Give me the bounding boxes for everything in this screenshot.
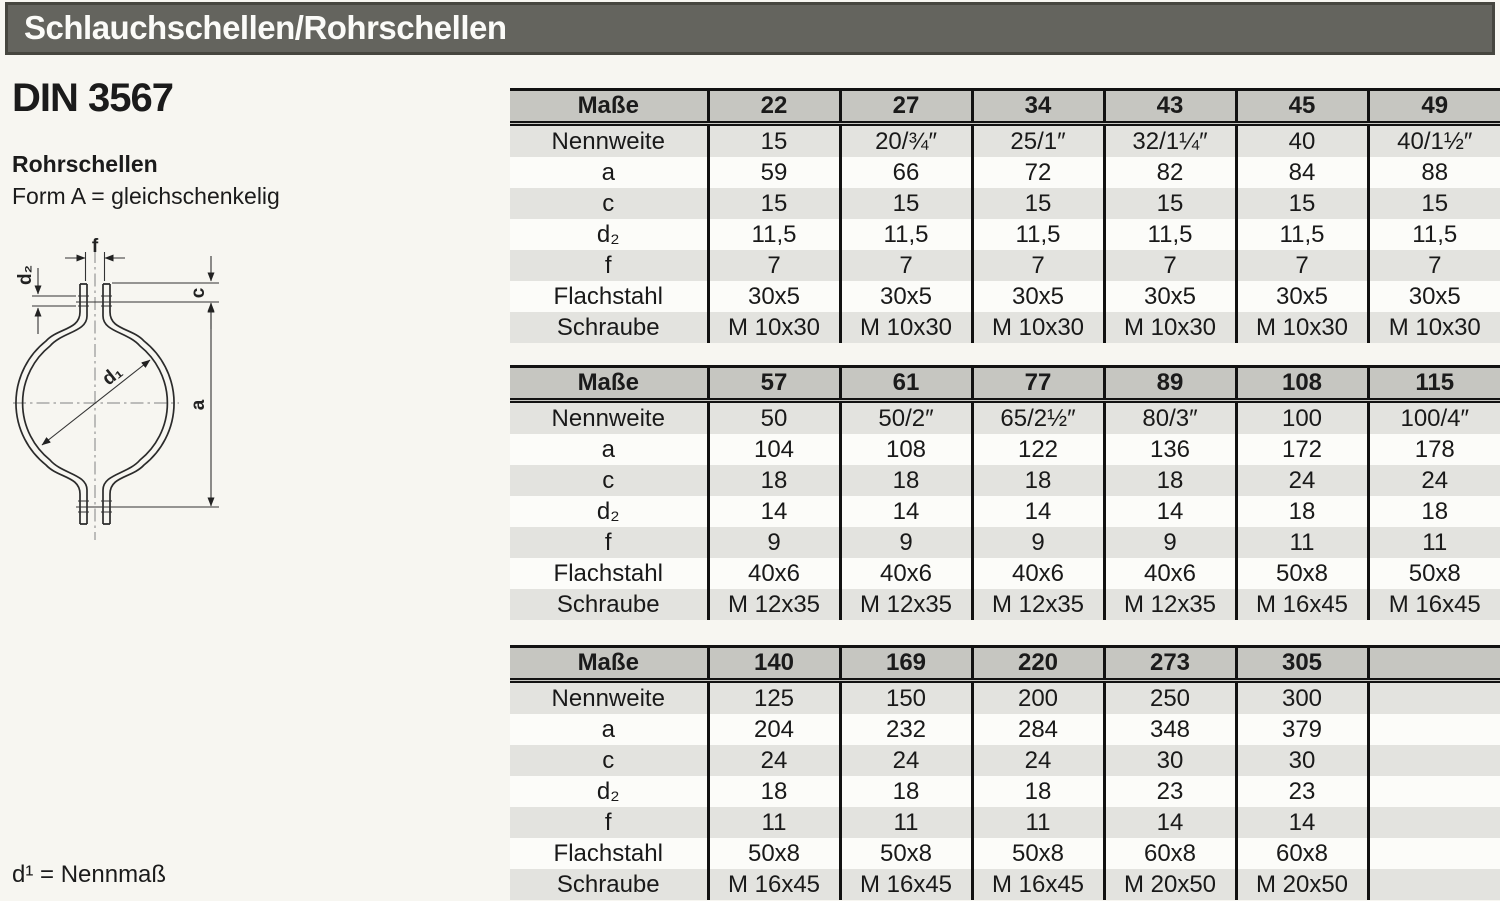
value-cell: 11,5 xyxy=(1236,219,1368,250)
value-cell: 30x5 xyxy=(972,281,1104,312)
value-cell: 18 xyxy=(1104,465,1236,496)
dimension-table-2-container xyxy=(510,365,1500,620)
table-row xyxy=(510,745,1500,776)
table-header-row xyxy=(510,367,1500,401)
value-cell: 14 xyxy=(1104,807,1236,838)
row-label: f xyxy=(510,527,708,558)
table-row xyxy=(510,465,1500,496)
value-cell: 104 xyxy=(708,434,840,465)
size-column-header: 273 xyxy=(1104,647,1236,681)
value-cell: 30x5 xyxy=(1104,281,1236,312)
value-cell: 150 xyxy=(840,681,972,715)
table-row xyxy=(510,558,1500,589)
value-cell: 11 xyxy=(1236,527,1368,558)
pipe-clamp-technical-drawing xyxy=(3,237,235,549)
value-cell: 100 xyxy=(1236,401,1368,435)
dimension-table xyxy=(510,88,1500,343)
label-d1: d₁ xyxy=(98,361,127,390)
label-a: a xyxy=(188,399,209,411)
value-cell xyxy=(1368,776,1500,807)
value-cell xyxy=(1368,745,1500,776)
value-cell: 14 xyxy=(708,496,840,527)
value-cell: M 10x30 xyxy=(708,312,840,343)
value-cell: 18 xyxy=(1236,496,1368,527)
value-cell: 25/1″ xyxy=(972,124,1104,158)
value-cell: 88 xyxy=(1368,157,1500,188)
table-row xyxy=(510,496,1500,527)
value-cell xyxy=(1368,807,1500,838)
value-cell: 24 xyxy=(1236,465,1368,496)
value-cell: 7 xyxy=(840,250,972,281)
value-cell: 30x5 xyxy=(840,281,972,312)
value-cell: 40x6 xyxy=(840,558,972,589)
value-cell: 11 xyxy=(972,807,1104,838)
label-d2: d₂ xyxy=(15,264,36,286)
size-column-header: 45 xyxy=(1236,90,1368,124)
value-cell: 50x8 xyxy=(708,838,840,869)
value-cell: 18 xyxy=(840,776,972,807)
table-row xyxy=(510,681,1500,715)
row-label: d₂ xyxy=(510,496,708,527)
value-cell: 30x5 xyxy=(708,281,840,312)
value-cell: 11,5 xyxy=(972,219,1104,250)
value-cell: 172 xyxy=(1236,434,1368,465)
row-label: Nennweite xyxy=(510,124,708,158)
row-label: Nennweite xyxy=(510,401,708,435)
value-cell: M 12x35 xyxy=(840,589,972,620)
value-cell xyxy=(1368,714,1500,745)
value-cell: 9 xyxy=(972,527,1104,558)
value-cell: 40x6 xyxy=(708,558,840,589)
value-cell: 11 xyxy=(1368,527,1500,558)
value-cell: 60x8 xyxy=(1104,838,1236,869)
value-cell: 50x8 xyxy=(1368,558,1500,589)
size-column-header: 220 xyxy=(972,647,1104,681)
table-row xyxy=(510,527,1500,558)
size-column-header: 108 xyxy=(1236,367,1368,401)
value-cell: 379 xyxy=(1236,714,1368,745)
value-cell: 11,5 xyxy=(708,219,840,250)
size-column-header xyxy=(1368,647,1500,681)
value-cell: M 12x35 xyxy=(972,589,1104,620)
value-cell: M 16x45 xyxy=(1368,589,1500,620)
value-cell: 24 xyxy=(1368,465,1500,496)
value-cell: 122 xyxy=(972,434,1104,465)
value-cell: 18 xyxy=(708,465,840,496)
value-cell: 108 xyxy=(840,434,972,465)
size-column-header: 169 xyxy=(840,647,972,681)
label-f: f xyxy=(91,237,99,257)
table-row xyxy=(510,434,1500,465)
value-cell: 30x5 xyxy=(1236,281,1368,312)
value-cell: 65/2½″ xyxy=(972,401,1104,435)
value-cell: M 10x30 xyxy=(1236,312,1368,343)
dimension-c xyxy=(188,256,211,329)
value-cell: 136 xyxy=(1104,434,1236,465)
din-standard-heading: DIN 3567 xyxy=(12,76,173,120)
value-cell: 11 xyxy=(708,807,840,838)
value-cell: 348 xyxy=(1104,714,1236,745)
value-cell: M 10x30 xyxy=(1368,312,1500,343)
page-title-bar xyxy=(5,2,1495,55)
value-cell: 40x6 xyxy=(972,558,1104,589)
table-row xyxy=(510,869,1500,900)
value-cell: M 20x50 xyxy=(1236,869,1368,900)
table-row xyxy=(510,776,1500,807)
value-cell: 100/4″ xyxy=(1368,401,1500,435)
value-cell: 18 xyxy=(972,776,1104,807)
size-column-header: 305 xyxy=(1236,647,1368,681)
label-c: c xyxy=(188,287,209,299)
value-cell: 15 xyxy=(708,124,840,158)
row-label: Flachstahl xyxy=(510,558,708,589)
table-row xyxy=(510,401,1500,435)
row-label: c xyxy=(510,465,708,496)
value-cell: M 12x35 xyxy=(1104,589,1236,620)
value-cell xyxy=(1368,838,1500,869)
size-column-header: 49 xyxy=(1368,90,1500,124)
value-cell: 200 xyxy=(972,681,1104,715)
value-cell: 30 xyxy=(1104,745,1236,776)
value-cell: 80/3″ xyxy=(1104,401,1236,435)
value-cell: 7 xyxy=(708,250,840,281)
measure-corner-header: Maße xyxy=(510,90,708,124)
value-cell: 7 xyxy=(1368,250,1500,281)
value-cell: 32/1¼″ xyxy=(1104,124,1236,158)
dimension-a xyxy=(188,303,211,506)
row-label: d₂ xyxy=(510,776,708,807)
row-label: a xyxy=(510,434,708,465)
value-cell: 50x8 xyxy=(840,838,972,869)
row-label: Flachstahl xyxy=(510,838,708,869)
value-cell: 9 xyxy=(840,527,972,558)
value-cell: 7 xyxy=(972,250,1104,281)
size-column-header: 61 xyxy=(840,367,972,401)
table-row xyxy=(510,807,1500,838)
dimension-table-1-container xyxy=(510,88,1500,343)
value-cell: 20/¾″ xyxy=(840,124,972,158)
row-label: Nennweite xyxy=(510,681,708,715)
value-cell: 66 xyxy=(840,157,972,188)
row-label: Flachstahl xyxy=(510,281,708,312)
row-label: c xyxy=(510,745,708,776)
size-column-header: 22 xyxy=(708,90,840,124)
row-label: f xyxy=(510,807,708,838)
table-row xyxy=(510,589,1500,620)
measure-corner-header: Maße xyxy=(510,367,708,401)
form-note: Form A = gleichschenkelig xyxy=(12,183,280,209)
value-cell: 9 xyxy=(708,527,840,558)
dimension-table-3-container xyxy=(510,645,1500,900)
value-cell: 18 xyxy=(708,776,840,807)
dimension-table xyxy=(510,645,1500,900)
value-cell: 24 xyxy=(972,745,1104,776)
measure-corner-header: Maße xyxy=(510,647,708,681)
row-label: a xyxy=(510,714,708,745)
value-cell: 15 xyxy=(972,188,1104,219)
value-cell: 11 xyxy=(840,807,972,838)
value-cell: M 12x35 xyxy=(708,589,840,620)
value-cell: 50 xyxy=(708,401,840,435)
value-cell: 84 xyxy=(1236,157,1368,188)
value-cell: 23 xyxy=(1236,776,1368,807)
value-cell: 59 xyxy=(708,157,840,188)
row-label: Schraube xyxy=(510,589,708,620)
value-cell: 18 xyxy=(972,465,1104,496)
table-row xyxy=(510,250,1500,281)
row-label: d₂ xyxy=(510,219,708,250)
table-row xyxy=(510,157,1500,188)
value-cell: 50x8 xyxy=(1236,558,1368,589)
dimension-table xyxy=(510,365,1500,620)
value-cell: 60x8 xyxy=(1236,838,1368,869)
value-cell: 15 xyxy=(708,188,840,219)
table-row xyxy=(510,124,1500,158)
value-cell: 82 xyxy=(1104,157,1236,188)
value-cell: 11,5 xyxy=(1368,219,1500,250)
table-header-row xyxy=(510,647,1500,681)
value-cell: 30 xyxy=(1236,745,1368,776)
value-cell: 178 xyxy=(1368,434,1500,465)
value-cell: 18 xyxy=(840,465,972,496)
value-cell: M 10x30 xyxy=(1104,312,1236,343)
page-title: Schlauchschellen/Rohrschellen xyxy=(24,8,507,46)
value-cell: 24 xyxy=(840,745,972,776)
value-cell: 9 xyxy=(1104,527,1236,558)
value-cell: M 16x45 xyxy=(840,869,972,900)
value-cell xyxy=(1368,681,1500,715)
row-label: Schraube xyxy=(510,869,708,900)
table-header-row xyxy=(510,90,1500,124)
value-cell: 7 xyxy=(1236,250,1368,281)
value-cell: 30x5 xyxy=(1368,281,1500,312)
value-cell: 23 xyxy=(1104,776,1236,807)
value-cell: 40/1½″ xyxy=(1368,124,1500,158)
value-cell: 7 xyxy=(1104,250,1236,281)
value-cell: 15 xyxy=(1236,188,1368,219)
table-row xyxy=(510,219,1500,250)
size-column-header: 57 xyxy=(708,367,840,401)
footnote-d1: d¹ = Nennmaß xyxy=(12,861,167,888)
value-cell: 72 xyxy=(972,157,1104,188)
value-cell: 14 xyxy=(840,496,972,527)
value-cell: 11,5 xyxy=(840,219,972,250)
row-label: a xyxy=(510,157,708,188)
row-label: f xyxy=(510,250,708,281)
row-label: Schraube xyxy=(510,312,708,343)
value-cell: 284 xyxy=(972,714,1104,745)
table-row xyxy=(510,838,1500,869)
value-cell: 300 xyxy=(1236,681,1368,715)
table-row xyxy=(510,714,1500,745)
value-cell: 40 xyxy=(1236,124,1368,158)
table-row xyxy=(510,281,1500,312)
value-cell: 14 xyxy=(1236,807,1368,838)
dimension-d2 xyxy=(15,265,38,334)
value-cell: 40x6 xyxy=(1104,558,1236,589)
value-cell xyxy=(1368,869,1500,900)
size-column-header: 77 xyxy=(972,367,1104,401)
size-column-header: 140 xyxy=(708,647,840,681)
value-cell: M 10x30 xyxy=(972,312,1104,343)
product-name: Rohrschellen xyxy=(12,151,158,177)
value-cell: 15 xyxy=(1368,188,1500,219)
row-label: c xyxy=(510,188,708,219)
size-column-header: 27 xyxy=(840,90,972,124)
value-cell: 15 xyxy=(840,188,972,219)
table-row xyxy=(510,188,1500,219)
value-cell: M 16x45 xyxy=(1236,589,1368,620)
value-cell: 14 xyxy=(972,496,1104,527)
value-cell: 11,5 xyxy=(1104,219,1236,250)
value-cell: M 16x45 xyxy=(972,869,1104,900)
value-cell: 24 xyxy=(708,745,840,776)
size-column-header: 34 xyxy=(972,90,1104,124)
value-cell: M 20x50 xyxy=(1104,869,1236,900)
table-row xyxy=(510,312,1500,343)
value-cell: 250 xyxy=(1104,681,1236,715)
value-cell: 125 xyxy=(708,681,840,715)
value-cell: 50x8 xyxy=(972,838,1104,869)
size-column-header: 89 xyxy=(1104,367,1236,401)
value-cell: 15 xyxy=(1104,188,1236,219)
value-cell: 14 xyxy=(1104,496,1236,527)
value-cell: M 10x30 xyxy=(840,312,972,343)
value-cell: M 16x45 xyxy=(708,869,840,900)
value-cell: 232 xyxy=(840,714,972,745)
value-cell: 204 xyxy=(708,714,840,745)
value-cell: 50/2″ xyxy=(840,401,972,435)
size-column-header: 115 xyxy=(1368,367,1500,401)
value-cell: 18 xyxy=(1368,496,1500,527)
size-column-header: 43 xyxy=(1104,90,1236,124)
